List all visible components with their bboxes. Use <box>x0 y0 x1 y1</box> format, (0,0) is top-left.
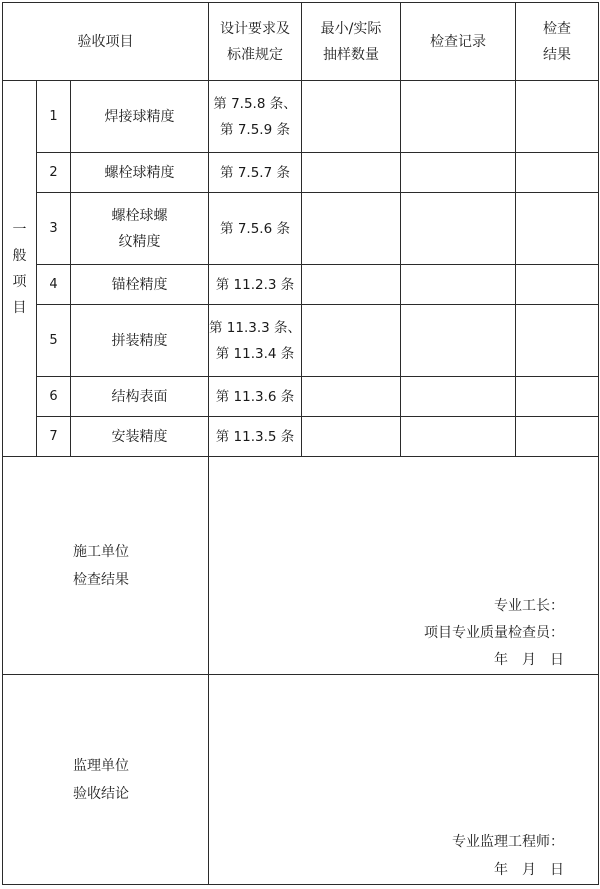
row-record-cell <box>401 417 516 457</box>
row-spec: 第 7.5.8 条、 第 7.5.9 条 <box>209 81 302 153</box>
row-name: 焊接球精度 <box>71 81 209 153</box>
row-spec: 第 11.3.6 条 <box>209 377 302 417</box>
row-number: 4 <box>37 265 71 305</box>
row-record-cell <box>401 265 516 305</box>
foreman-signature-label: 专业工长： <box>494 598 564 614</box>
row-spec: 第 11.2.3 条 <box>209 265 302 305</box>
row-sample-cell <box>302 377 401 417</box>
supervision-section <box>3 675 599 885</box>
header-sample: 最小/实际 抽样数量 <box>302 3 401 81</box>
row-record-cell <box>401 193 516 265</box>
construction-date: 年 月 日 <box>494 652 564 668</box>
header-result: 检查 结果 <box>516 3 599 81</box>
row-name: 安装精度 <box>71 417 209 457</box>
row-sample-cell <box>302 265 401 305</box>
row-record-cell <box>401 81 516 153</box>
engineer-signature-label: 专业监理工程师： <box>452 834 564 850</box>
row-sample-cell <box>302 305 401 377</box>
header-design: 设计要求及 标准规定 <box>209 3 302 81</box>
table-row <box>3 153 599 193</box>
header-row <box>3 3 599 81</box>
row-result-cell <box>516 153 599 193</box>
row-spec: 第 11.3.3 条、 第 11.3.4 条 <box>209 305 302 377</box>
header-record: 检查记录 <box>401 3 516 81</box>
table-row <box>3 193 599 265</box>
supervision-label: 监理单位 验收结论 <box>3 675 209 885</box>
row-record-cell <box>401 377 516 417</box>
table-row <box>3 305 599 377</box>
row-number: 3 <box>37 193 71 265</box>
row-name: 拼装精度 <box>71 305 209 377</box>
row-number: 7 <box>37 417 71 457</box>
row-name: 锚栓精度 <box>71 265 209 305</box>
row-sample-cell <box>302 417 401 457</box>
table-row <box>3 377 599 417</box>
construction-label: 施工单位 检查结果 <box>3 457 209 675</box>
row-result-cell <box>516 377 599 417</box>
group-label: 一 般 项 目 <box>3 81 37 457</box>
construction-section <box>3 457 599 675</box>
table-row <box>3 81 599 153</box>
row-result-cell <box>516 305 599 377</box>
row-result-cell <box>516 265 599 305</box>
row-number: 1 <box>37 81 71 153</box>
row-number: 2 <box>37 153 71 193</box>
inspector-signature-label: 项目专业质量检查员： <box>424 625 564 641</box>
row-number: 6 <box>37 377 71 417</box>
row-record-cell <box>401 305 516 377</box>
table-row <box>3 417 599 457</box>
supervision-sign-area <box>209 675 599 885</box>
row-name: 结构表面 <box>71 377 209 417</box>
construction-sign-area <box>209 457 599 675</box>
row-sample-cell <box>302 81 401 153</box>
row-spec: 第 7.5.6 条 <box>209 193 302 265</box>
row-spec: 第 11.3.5 条 <box>209 417 302 457</box>
table-row <box>3 265 599 305</box>
row-name: 螺栓球螺 纹精度 <box>71 193 209 265</box>
acceptance-table <box>2 2 599 885</box>
row-sample-cell <box>302 153 401 193</box>
row-sample-cell <box>302 193 401 265</box>
row-result-cell <box>516 81 599 153</box>
row-result-cell <box>516 193 599 265</box>
row-record-cell <box>401 153 516 193</box>
row-name: 螺栓球精度 <box>71 153 209 193</box>
row-number: 5 <box>37 305 71 377</box>
row-spec: 第 7.5.7 条 <box>209 153 302 193</box>
row-result-cell <box>516 417 599 457</box>
supervision-date: 年 月 日 <box>494 862 564 878</box>
header-item: 验收项目 <box>3 3 209 81</box>
